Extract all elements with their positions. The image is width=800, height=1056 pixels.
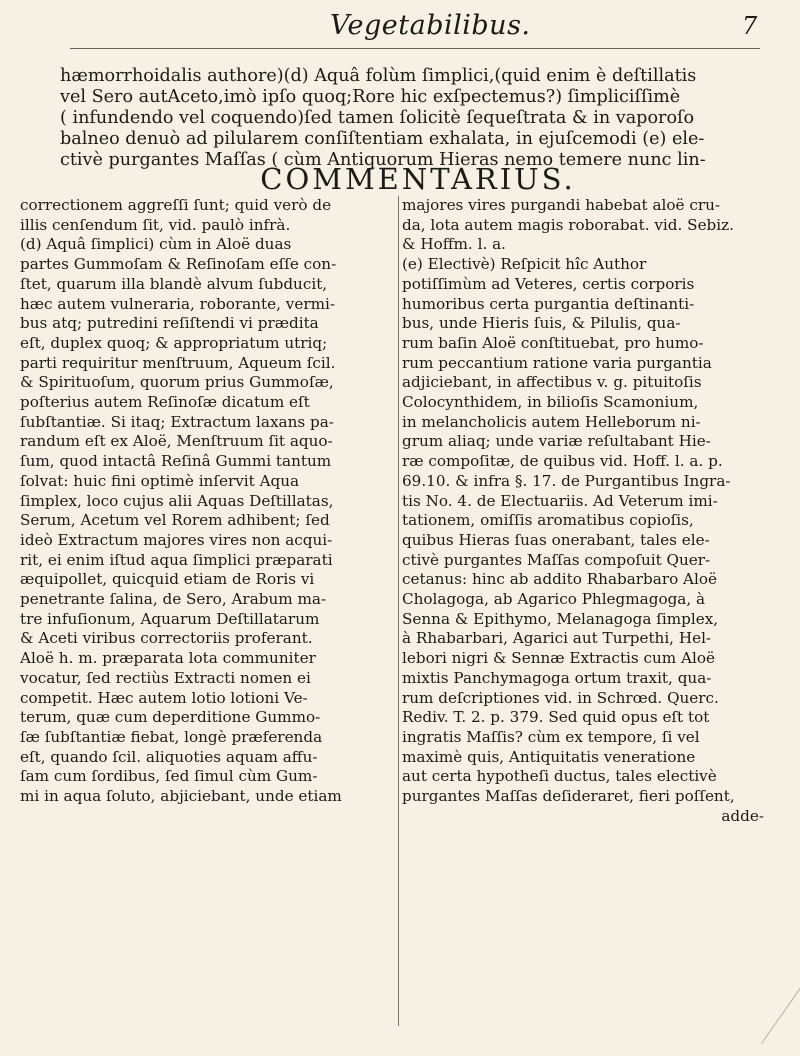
paper-crease bbox=[761, 986, 800, 1044]
right-column-line: aut certa hypotheſi ductus, tales electivè bbox=[402, 767, 717, 786]
left-column-line: bus atq; putredini reſiſtendi vi prædita bbox=[20, 314, 319, 333]
left-column-line: eſt, quando ſcil. aliquoties aquam affu- bbox=[20, 747, 318, 766]
right-column-line: rum baſin Aloë conſtituebat, pro humo- bbox=[402, 333, 704, 352]
commentary-right-column bbox=[402, 196, 770, 827]
right-column-line: purgantes Maſſas deſideraret, fieri poſſent, bbox=[402, 787, 735, 806]
left-column-line: ſæ ſubſtantiæ fiebat, longè præferenda bbox=[20, 727, 323, 746]
right-column-line: rum deſcriptiones vid. in Schrœd. Querc. bbox=[402, 688, 719, 707]
left-column-line: vocatur, ſed rectiùs Extracti nomen ei bbox=[20, 668, 311, 687]
right-column-line: adjiciebant, in affectibus v. g. pituitoſis bbox=[402, 373, 702, 392]
right-column-line: Colocynthidem, in bilioſis Scamonium, bbox=[402, 393, 699, 412]
right-column-line: da, lota autem magis roborabat. vid. Sebiz. bbox=[402, 215, 734, 234]
left-column-line: ſolvat: huic fini optimè inſervit Aqua bbox=[20, 471, 300, 490]
right-column-line: (e) Electivè) Reſpicit hîc Author bbox=[402, 255, 647, 274]
text-line: ctivè purgantes Maſſas ( cùm Antiquorum Hieras nemo temere nunc lin- bbox=[60, 150, 706, 170]
text-line: balneo denuò ad pilularem conſiſtentiam exhalata, in ejuſcemodi (e) ele- bbox=[60, 129, 705, 149]
text-line: ( infundendo vel coquendo)ſed tamen ſolicitè ſequeſtrata & in vaporoſo bbox=[60, 108, 695, 128]
left-column-line: partes Gummoſam & Reſinoſam eſſe con- bbox=[20, 255, 337, 274]
left-column-line: rit, ei enim iſtud aqua ſimplici præparati bbox=[20, 550, 333, 569]
right-column-line: ctivè purgantes Maſſas compoſuit Quer- bbox=[402, 550, 711, 569]
right-column-line: majores vires purgandi habebat aloë cru- bbox=[402, 196, 721, 214]
left-column-line: Aloë h. m. præparata lota communiter bbox=[20, 649, 316, 668]
left-column-line: tre infuſionum, Aquarum Deſtillatarum bbox=[20, 609, 320, 628]
text-line: hæmorrhoidalis authore)(d) Aquâ folùm ſimplici,(quid enim è deſtillatis bbox=[60, 66, 697, 86]
left-column-line: ſimplex, loco cujus alii Aquas Deſtillatas, bbox=[20, 491, 334, 510]
left-column-line: ſubſtantiæ. Si itaq; Extractum laxans pa- bbox=[20, 412, 334, 431]
right-column-line: grum aliaq; unde variæ reſultabant Hie- bbox=[402, 432, 711, 451]
left-column-line: illis cenſendum ſit, vid. paulò infrà. bbox=[20, 215, 291, 234]
right-column-line: ingratis Maſſis? cùm ex tempore, ſi vel bbox=[402, 727, 700, 746]
left-column-line: Serum, Acetum vel Rorem adhibent; ſed bbox=[20, 511, 330, 530]
left-column-line: poſterius autem Reſinoſæ dicatum eſt bbox=[20, 393, 310, 412]
right-column-line: potiſſimùm ad Veteres, certis corporis bbox=[402, 274, 695, 293]
left-column-line: hæc autem vulneraria, roborante, vermi- bbox=[20, 294, 336, 313]
left-column-line: ideò Extractum majores vires non acqui- bbox=[20, 530, 333, 549]
left-column-line: ſam cum ſordibus, ſed ſimul cùm Gum- bbox=[20, 767, 318, 786]
right-column-line: ræ compoſitæ, de quibus vid. Hoff. l. a. p. bbox=[402, 452, 723, 471]
left-column-line: penetrante ſalina, de Sero, Arabum ma- bbox=[20, 590, 327, 609]
right-column-line: bus, unde Hieris ſuis, & Pilulis, qua- bbox=[402, 314, 681, 333]
right-column-line: rum peccantium ratione varia purgantia bbox=[402, 353, 712, 372]
right-column-line: mixtis Panchymagoga ortum traxit, qua- bbox=[402, 668, 712, 687]
left-column-line: randum eſt ex Aloë, Menſtruum ſit aquo- bbox=[20, 432, 333, 451]
column-divider bbox=[398, 196, 399, 1026]
right-column-line: lebori nigri & Sennæ Extractis cum Aloë bbox=[402, 649, 715, 668]
section-heading: COMMENTARIUS. bbox=[260, 162, 576, 196]
page-number: 7 bbox=[742, 12, 758, 40]
left-column-line: ſum, quod intactâ Reſinâ Gummi tantum bbox=[20, 452, 332, 471]
left-column-line: ſtet, quarum illa blandè alvum ſubducit, bbox=[20, 274, 328, 293]
right-column-line: cetanus: hinc ab addito Rhabarbaro Aloë bbox=[402, 570, 718, 589]
left-column-line: terum, quæ cum deperditione Gummo- bbox=[20, 708, 321, 727]
right-column-line: in melancholicis autem Helleborum ni- bbox=[402, 412, 701, 431]
right-column-line: & Hoffm. l. a. bbox=[402, 235, 506, 254]
left-column-line: mi in aqua ſoluto, abjiciebant, unde etiam bbox=[20, 787, 342, 806]
commentary-left-column bbox=[20, 196, 396, 807]
right-column-line: 69.10. & infra §. 17. de Purgantibus Ingra- bbox=[402, 471, 731, 490]
right-column-line: tationem, omiſſis aromatibus copioſis, bbox=[402, 511, 694, 530]
running-title: Vegetabilibus. bbox=[330, 10, 531, 41]
left-column-line: correctionem aggreſſi ſunt; quid verò de bbox=[20, 196, 332, 214]
right-column-line: humoribus certa purgantia deſtinanti- bbox=[402, 294, 695, 313]
header-rule bbox=[70, 48, 760, 49]
left-column-line: & Aceti viribus correctoriis proferant. bbox=[20, 629, 313, 648]
right-column-line: quibus Hieras ſuas onerabant, tales ele- bbox=[402, 530, 710, 549]
left-column-line: (d) Aquâ ſimplici) cùm in Aloë duas bbox=[20, 235, 292, 254]
left-column-line: eſt, duplex quoq; & appropriatum utriq; bbox=[20, 333, 328, 352]
right-column-line: tis No. 4. de Electuariis. Ad Veterum imi- bbox=[402, 491, 718, 510]
right-column-line: Cholagoga, ab Agarico Phlegmagoga, à bbox=[402, 590, 706, 609]
text-line: vel Sero autAceto,imò ipſo quoq;Rore hic exſpectemus?) ſimpliciſſimè bbox=[60, 87, 681, 107]
left-column-line: æquipollet, quicquid etiam de Roris vi bbox=[20, 570, 315, 589]
catchword: adde- bbox=[721, 806, 764, 825]
right-column-line: à Rhabarbari, Agarici aut Turpethi, Hel- bbox=[402, 629, 712, 648]
right-column-line: Senna & Epithymo, Melanagoga ſimplex, bbox=[402, 609, 719, 628]
right-column-line: Rediv. T. 2. p. 379. Sed quid opus eſt tot bbox=[402, 708, 710, 727]
main-text-block bbox=[60, 66, 780, 171]
left-column-line: parti requiritur menſtruum, Aqueum ſcil. bbox=[20, 353, 336, 372]
left-column-line: & Spirituoſum, quorum prius Gummoſæ, bbox=[20, 373, 334, 392]
right-column-line: maximè quis, Antiquitatis veneratione bbox=[402, 747, 696, 766]
left-column-line: competit. Hæc autem lotio lotioni Ve- bbox=[20, 688, 308, 707]
